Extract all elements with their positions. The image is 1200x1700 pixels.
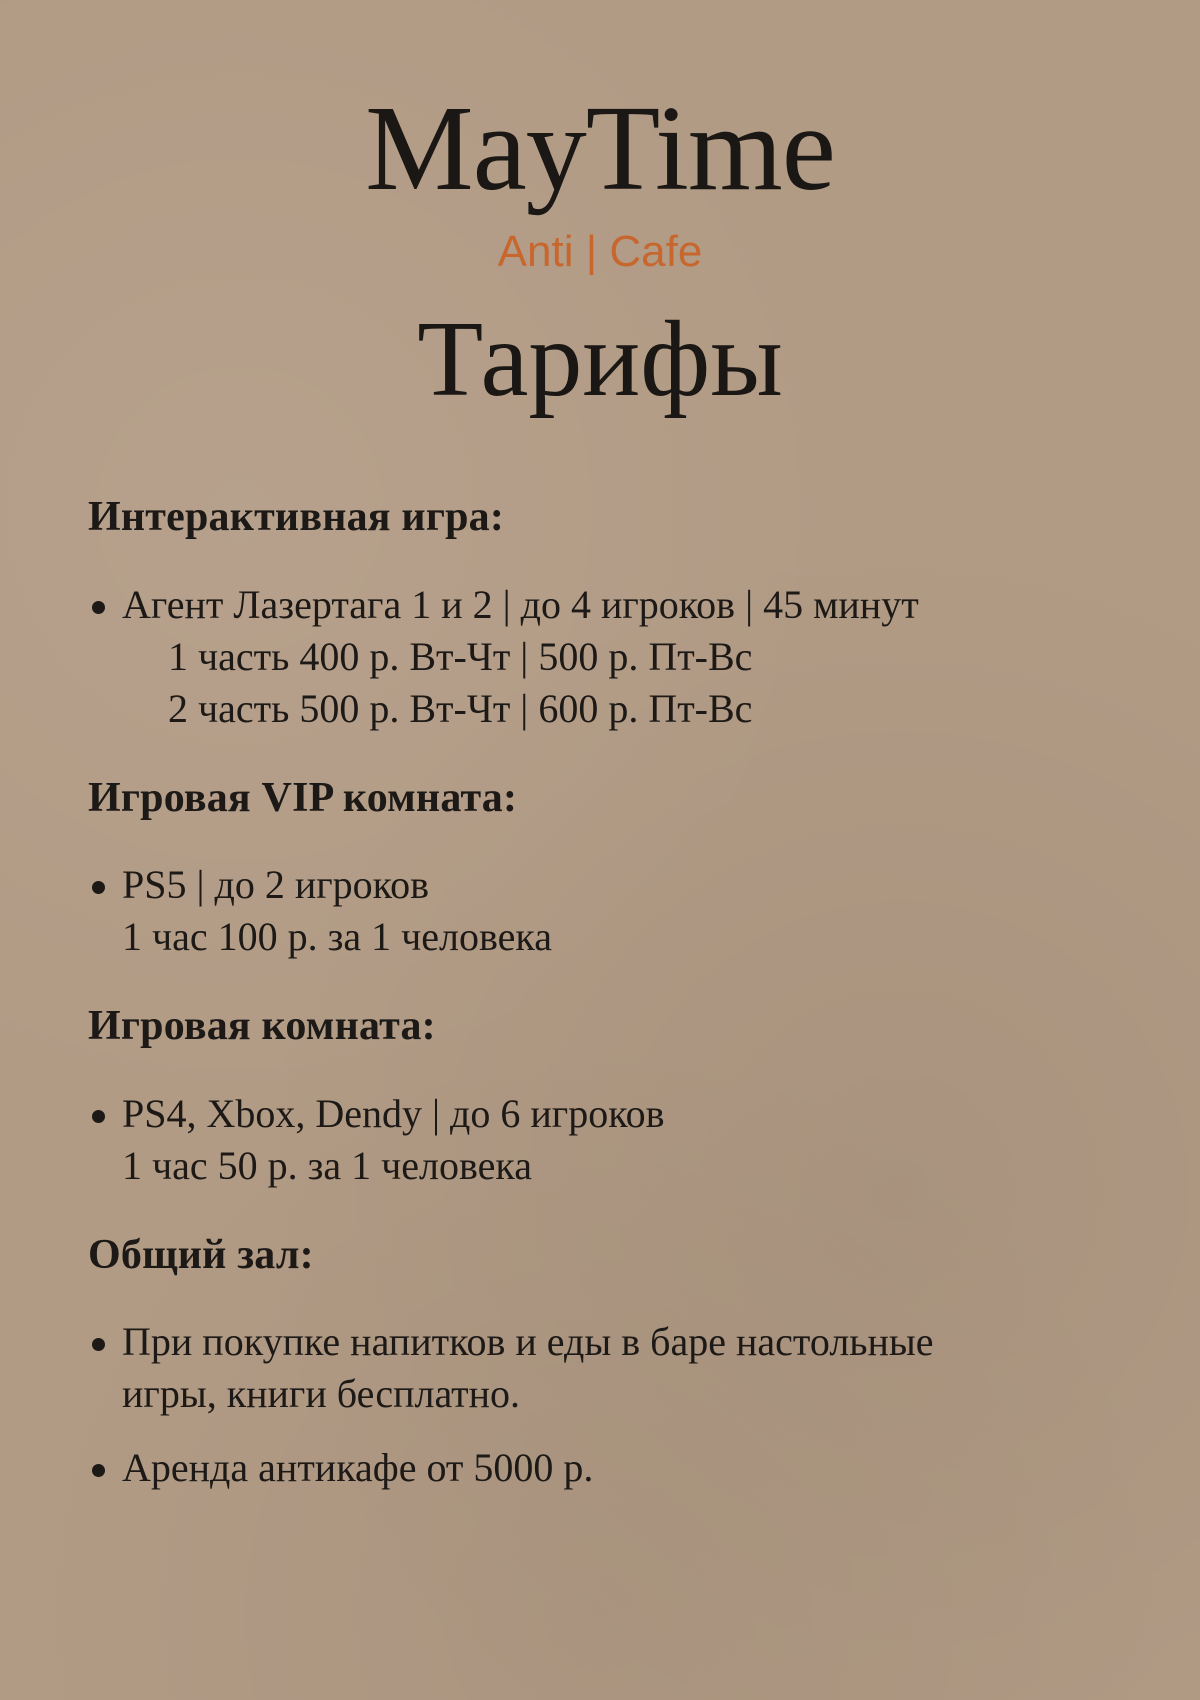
- bullet-item: [88, 859, 1148, 911]
- section-vip-room: [88, 771, 1148, 964]
- item-text: PS5 | до 2 игроков: [122, 862, 429, 908]
- item-text: PS4, Xbox, Dendy | до 6 игроков: [122, 1090, 665, 1136]
- section-heading: Игровая комната:: [88, 1003, 436, 1050]
- section-heading: Общий зал:: [88, 1231, 314, 1278]
- section-interactive-game: [88, 490, 1148, 735]
- bullet-item: [88, 579, 1148, 631]
- list-item: [88, 579, 1148, 735]
- list-item: [88, 1316, 1148, 1420]
- tariffs-list: [88, 490, 1148, 1530]
- section-common-hall: [88, 1228, 1148, 1495]
- bullet-item: [88, 1316, 1148, 1368]
- item-text: Агент Лазертага 1 и 2 | до 4 игроков | 45 минут: [122, 581, 919, 627]
- item-subline: 1 часть 400 р. Вт-Чт | 500 р. Пт-Вс: [168, 633, 753, 679]
- item-text: Аренда антикафе от 5000 р.: [122, 1445, 594, 1491]
- bullet-item: [88, 1088, 1148, 1140]
- bullet-item: [88, 1442, 1148, 1494]
- item-subline: 1 час 50 р. за 1 человека: [122, 1142, 532, 1188]
- item-subline: 1 час 100 р. за 1 человека: [122, 914, 552, 960]
- brand-name: MayTime: [365, 81, 835, 216]
- list-item: [88, 1088, 1148, 1192]
- brand-tagline: Anti | Cafe: [497, 227, 703, 276]
- list-item: [88, 1442, 1148, 1494]
- page-title: Тарифы: [417, 300, 783, 419]
- section-heading: Интерактивная игра:: [88, 494, 505, 540]
- section-game-room: [88, 999, 1148, 1192]
- section-heading: Игровая VIP комната:: [88, 774, 518, 821]
- list-item: [88, 859, 1148, 963]
- item-subline: игры, книги бесплатно.: [122, 1371, 521, 1417]
- item-text: При покупке напитков и еды в баре настольные: [122, 1319, 934, 1365]
- item-subline: 2 часть 500 р. Вт-Чт | 600 р. Пт-Вс: [168, 685, 753, 731]
